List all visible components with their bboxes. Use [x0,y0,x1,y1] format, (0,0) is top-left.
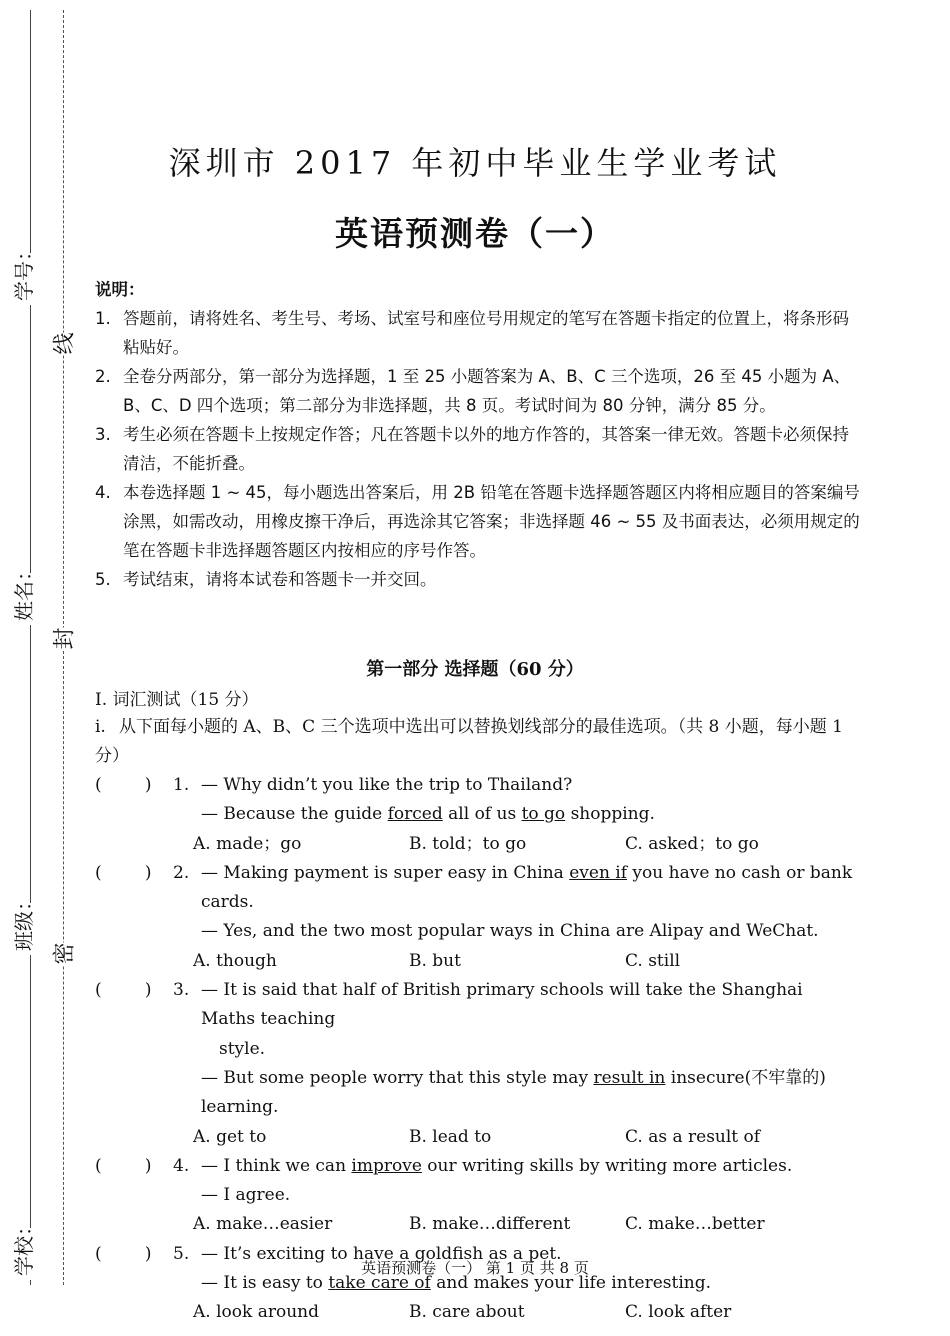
answer-blank: ( ) [95,862,152,883]
answer-option: C. asked；to go [625,833,759,854]
answer-option: B. told；to go [409,833,527,854]
question-line-text [219,1039,265,1059]
question-text: — Yes, and the two most popular ways in China are Alipay and WeChat. [201,921,819,942]
question-number: 1. [173,775,190,795]
question-number: 5. [173,1243,190,1264]
question-text: shopping. [565,804,655,825]
answer-options [95,830,860,859]
exam-subtitle: 英语预测卷（一） [335,214,615,253]
question-continuation [95,1181,860,1210]
question-text: — It is easy to [201,1273,329,1294]
answer-blank: ( ) [95,1155,152,1176]
question-continuation [95,800,860,829]
question-4 [95,1152,860,1181]
question-line-text [201,859,860,918]
instructions-block [95,275,860,594]
question-line-text [201,976,860,1035]
answer-option: C. as a result of [625,1126,761,1147]
question-continuation [95,917,860,946]
exam-title: 深圳市 2017 年初中毕业生学业考试 [168,144,782,182]
question-instruction: i. 从下面每小题的 A、B、C 三个选项中选出可以替换划线部分的最佳选项。（共 8 小题，每小题 1 分） [95,717,843,766]
answer-blank: ( ) [95,980,152,1001]
answer-options [95,1298,860,1327]
part-heading: Ⅰ. 词汇测试（15 分） [95,690,259,710]
class-label: 班级： [8,903,37,955]
question-text: insecure(不牢靠的) learning. [201,1067,826,1118]
answer-option: A. get to [193,1126,267,1147]
question-number: 2. [173,862,190,883]
binding-margin [0,0,90,1336]
question-1 [95,771,860,800]
underlined-phrase: forced [387,804,443,825]
question-text: — It is said that half of British primary schools will take the Shanghai Maths teaching [201,980,803,1030]
answer-option: C. look after [625,1302,732,1323]
question-line-text [201,804,655,824]
answer-option: A. though [193,950,277,971]
underlined-phrase: even if [569,862,628,883]
question-line-text [201,771,860,800]
question-number: 3. [173,980,190,1001]
seal-char-secret: 密 [45,942,82,964]
question-list [95,771,860,1328]
seal-char-line: 线 [45,332,82,354]
question-line-text [201,1185,290,1205]
question-text: all of us [442,804,522,825]
question-line-text [201,1068,826,1117]
underlined-phrase: result in [593,1067,666,1088]
answer-option: C. still [625,950,681,971]
question-text: — Because the guide [201,804,388,825]
margin-solid-line [30,10,31,1285]
instruction-item: 1. 答题前，请将姓名、考生号、考场、试室号和座位号用规定的笔写在答题卡指定的位置上，将条形码粘贴好。 [95,309,849,357]
answer-option: A. look around [193,1302,319,1323]
answer-blank: ( ) [95,775,152,795]
question-text: — But some people worry that this style may [201,1067,594,1088]
question-text: — I agree. [201,1185,291,1206]
question-3 [95,976,860,1035]
name-label: 姓名： [8,573,37,625]
underlined-phrase: improve [351,1155,422,1176]
question-text: and makes your life interesting. [430,1273,712,1294]
question-number: 4. [173,1155,190,1176]
answer-option: B. but [409,950,461,971]
question-text: — It’s exciting to have a goldfish as a pet. [201,1243,562,1264]
page-footer: 英语预测卷（一） 第 1 页 共 8 页 [361,1259,589,1277]
instruction-item: 3. 考生必须在答题卡上按规定作答；凡在答题卡以外的地方作答的，其答案一律无效。答题卡必须保持清洁，不能折叠。 [95,425,849,473]
answer-option: B. lead to [409,1126,492,1147]
question-text: — Why didn’t you like the trip to Thailand? [201,775,573,795]
instruction-item: 2. 全卷分两部分，第一部分为选择题，1 至 25 小题答案为 A、B、C 三个选项，26 至 45 小题为 A、B、C、D 四个选项；第二部分为非选择题，共 8 页。考试时间为 80 分钟，满分 85 分。 [95,367,851,415]
answer-options [95,1123,860,1152]
answer-option: A. made；go [193,833,302,854]
question-text: style. [219,1038,266,1059]
question-continuation [95,1064,860,1123]
section-title: 第一部分 选择题（60 分） [366,659,584,680]
student-id-label: 学号： [8,253,37,305]
answer-option: A. make…easier [193,1214,333,1235]
question-continuation [95,1035,860,1064]
question-text: — Making payment is super easy in China [201,862,570,883]
question-line-text [201,1152,860,1181]
answer-options [95,947,860,976]
answer-option: B. make…different [409,1214,571,1235]
underlined-phrase: take care of [328,1273,431,1294]
answer-options [95,1210,860,1239]
school-label: 学校： [8,1228,37,1280]
answer-option: C. make…better [625,1214,765,1235]
instruction-item: 5. 考试结束，请将本试卷和答题卡一并交回。 [95,570,437,589]
seal-char-seal: 封 [45,627,82,649]
question-2 [95,859,860,918]
underlined-phrase: to go [521,804,566,825]
question-text: you have no cash or bank cards. [201,862,853,913]
answer-blank: ( ) [95,1243,152,1264]
question-line-text [201,921,819,941]
instruction-item: 4. 本卷选择题 1 ~ 45，每小题选出答案后，用 2B 铅笔在答题卡选择题答题区内将相应题目的答案编号涂黑，如需改动，用橡皮擦干净后，再选涂其它答案；非选择题 46 ~ 55 及书面表达，必须用规定的笔在答题卡非选择题答题区内按相应的序号作答。 [95,483,860,560]
answer-option: B. care about [409,1302,525,1323]
question-text: — I think we can [201,1155,352,1176]
question-text: our writing skills by writing more articles. [421,1155,793,1176]
instructions-heading: 说明： [95,280,145,299]
